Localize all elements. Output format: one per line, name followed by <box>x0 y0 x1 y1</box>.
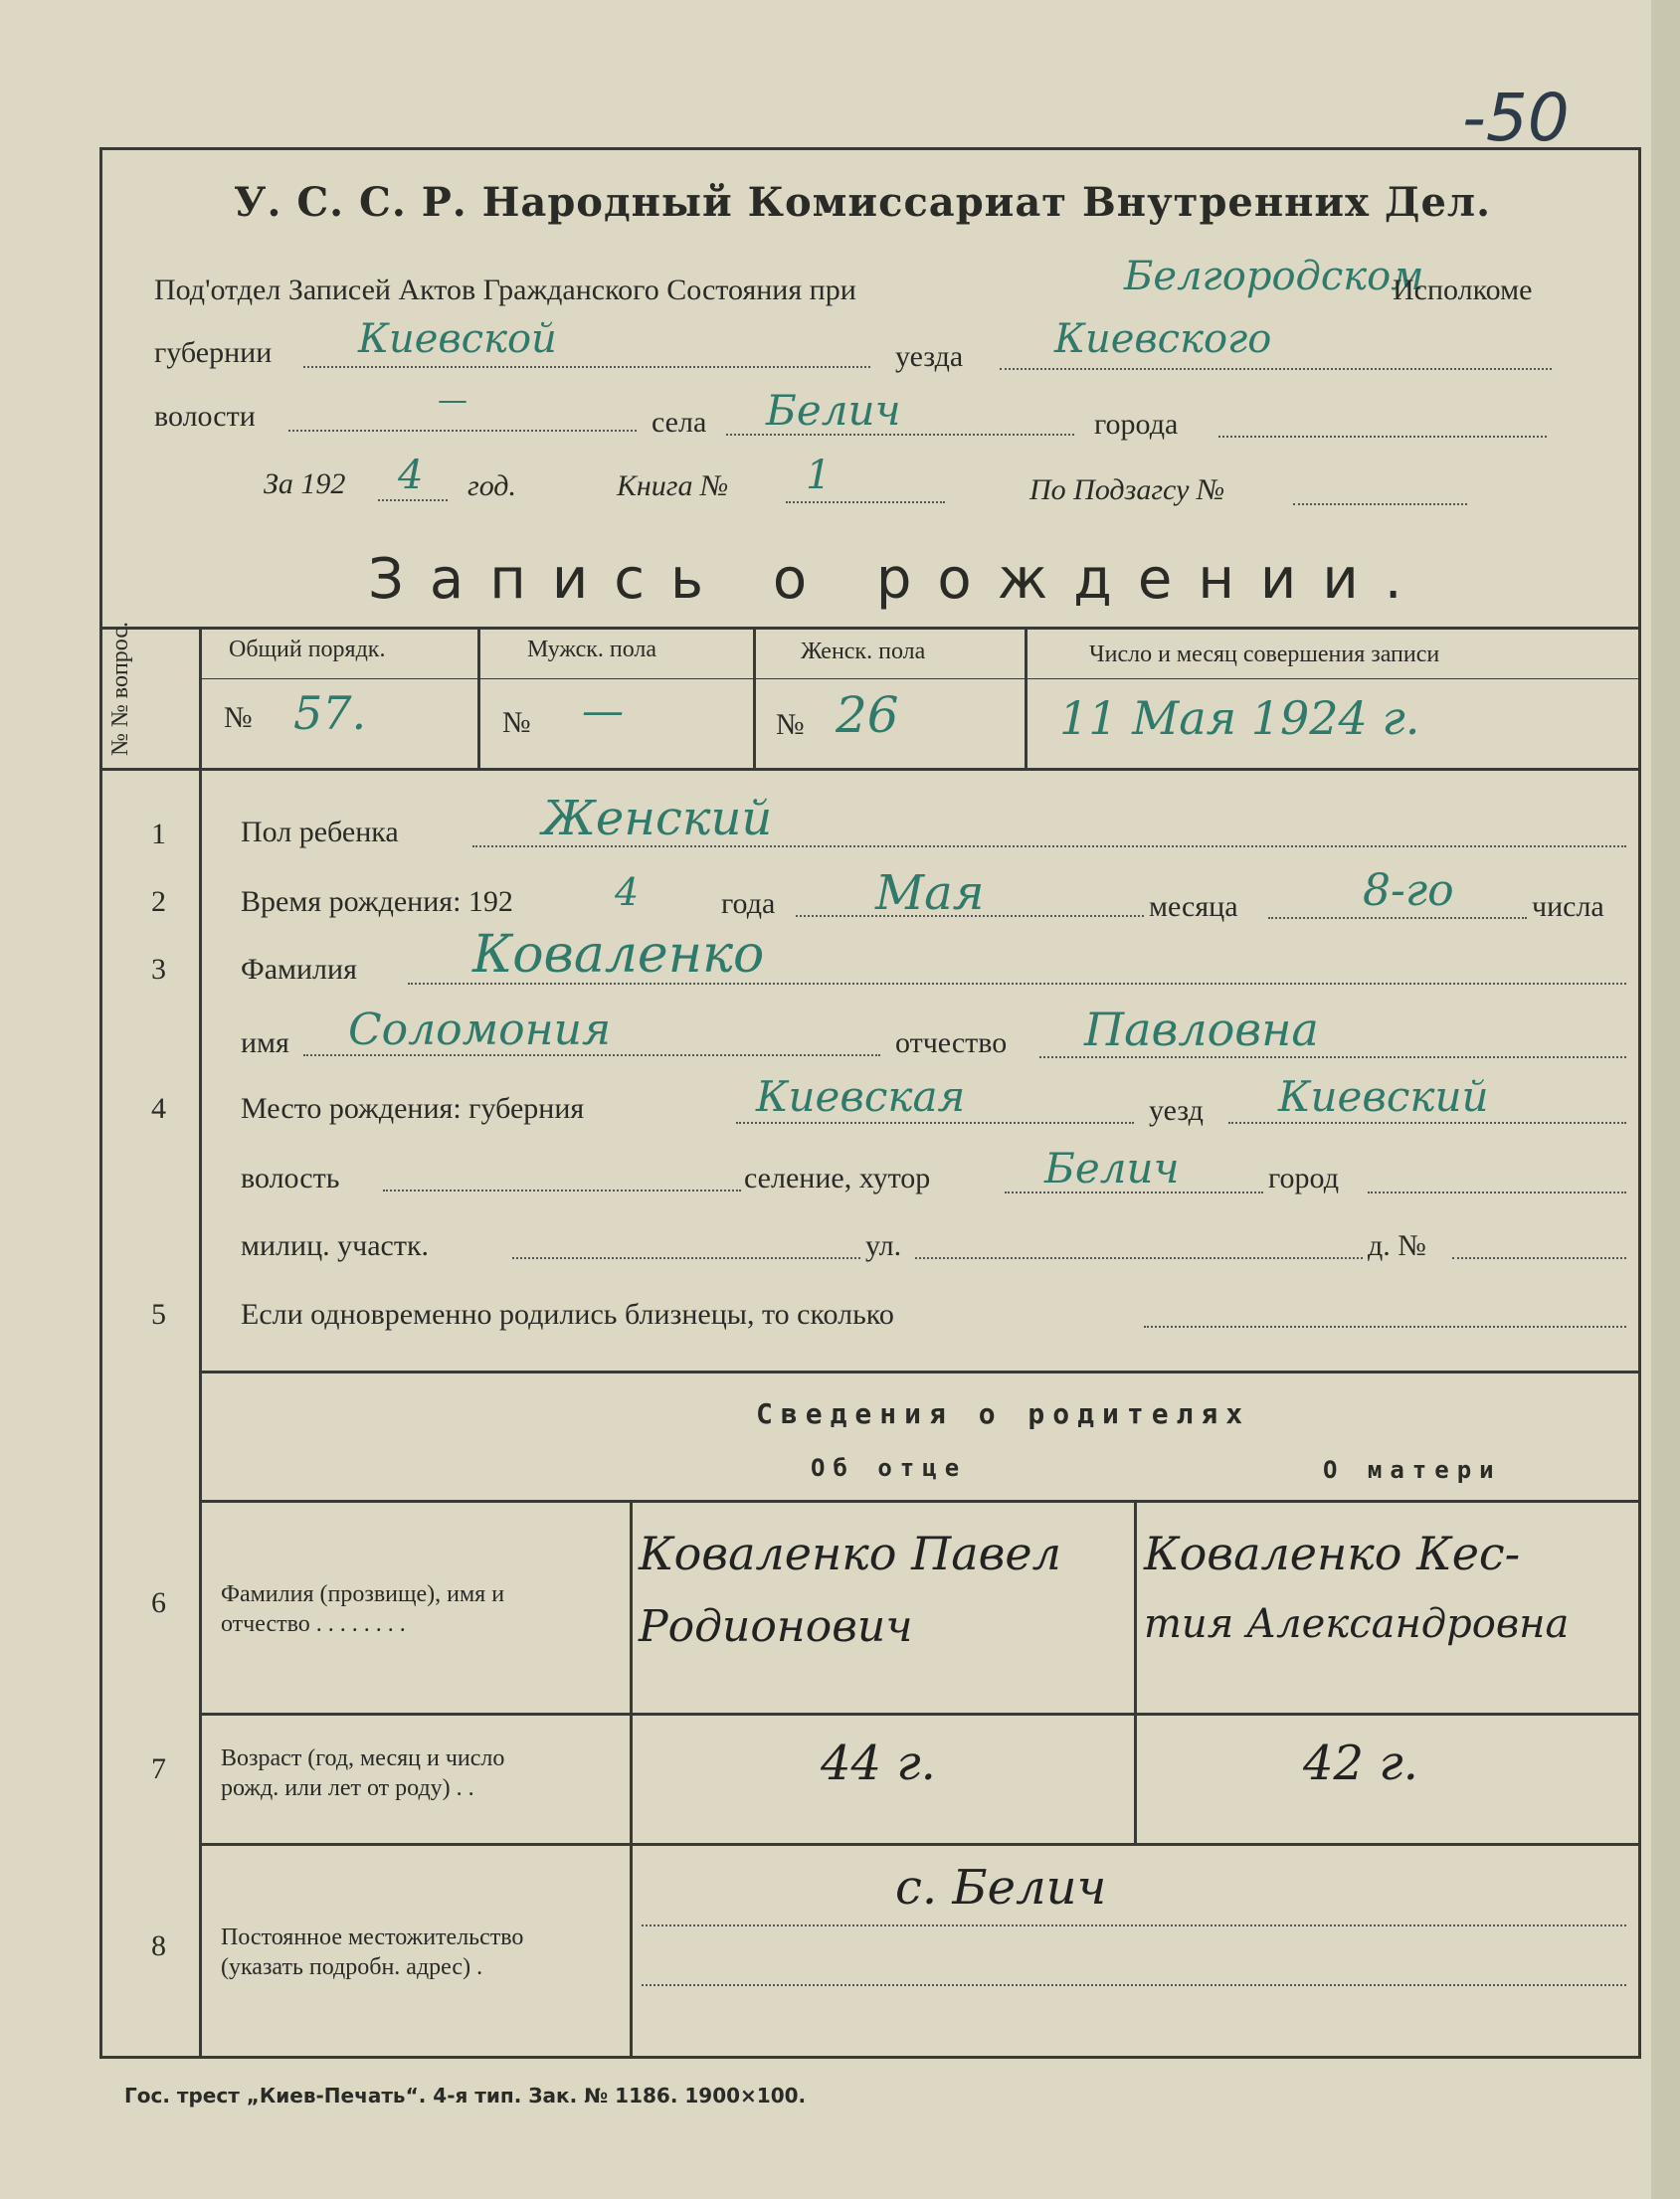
house-line <box>1452 1257 1626 1259</box>
volost-value: — <box>438 383 467 418</box>
form-title: У. С. С. Р. Народный Комиссариат Внутренних Дел. <box>234 179 1492 226</box>
month-word: месяца <box>1149 890 1238 923</box>
patronymic-line <box>1039 1056 1626 1058</box>
birth-uezd-label: уезд <box>1149 1094 1204 1127</box>
general-num-sign: № <box>224 701 253 734</box>
divider <box>199 1843 1641 1846</box>
militia-line <box>512 1257 860 1259</box>
subbook-label: По Подзагсу № <box>1029 473 1225 506</box>
year-value: 4 <box>398 453 424 498</box>
surname-label: Фамилия <box>241 953 357 986</box>
street-label: ул. <box>865 1229 902 1262</box>
residence-value: с. Белич <box>895 1860 1107 1916</box>
parent-name-label-2: отчество . . . . . . . . <box>221 1611 406 1637</box>
question-number: 1 <box>151 818 166 850</box>
divider <box>199 1713 1641 1716</box>
column-divider <box>1025 627 1027 768</box>
settlement-value: Белич <box>1044 1144 1180 1192</box>
residence-label-2: (указать подробн. адрес) . <box>221 1954 483 1980</box>
question-number: 2 <box>151 885 166 918</box>
birth-gubernia-value: Киевская <box>756 1072 966 1121</box>
selo-label: села <box>652 406 707 439</box>
book-label: Книга № <box>617 469 729 502</box>
child-sex-value: Женский <box>542 791 773 846</box>
volost-line <box>288 430 637 432</box>
parent-age-label-1: Возраст (год, месяц и число <box>221 1745 505 1771</box>
twins-label: Если одновременно родились близнецы, то сколько <box>241 1298 894 1331</box>
birth-uezd-line <box>1228 1122 1626 1124</box>
name-label: имя <box>241 1026 289 1059</box>
birth-volost-label: волость <box>241 1162 340 1194</box>
book-value: 1 <box>806 453 832 498</box>
gubernia-label: губернии <box>154 336 273 369</box>
name-value: Соломония <box>348 1005 612 1055</box>
gubernia-value: Киевской <box>358 316 557 362</box>
gorod-label: города <box>1094 408 1179 441</box>
birth-uezd-value: Киевский <box>1278 1072 1489 1121</box>
gorod-line <box>1218 436 1547 438</box>
father-name-line-2: Родионович <box>639 1601 913 1652</box>
birth-volost-line <box>383 1190 741 1191</box>
question-col-header: № № вопрос. <box>107 621 133 756</box>
twins-line <box>1144 1326 1626 1328</box>
year-word: года <box>721 887 776 920</box>
day-word: числа <box>1532 890 1604 923</box>
birth-city-line <box>1368 1191 1626 1193</box>
year-line <box>378 499 448 501</box>
male-value: — <box>582 686 624 735</box>
question-number: 6 <box>151 1586 166 1619</box>
record-title: Запись о рождении. <box>368 547 1428 612</box>
day-line <box>1268 917 1527 919</box>
year-label: За 192 <box>264 467 346 500</box>
selo-value: Белич <box>766 386 901 435</box>
divider <box>199 1371 1641 1374</box>
male-label: Мужск. пола <box>527 637 657 662</box>
record-date-value: 11 Мая 1924 г. <box>1059 691 1420 745</box>
surname-value: Коваленко <box>472 925 765 985</box>
birthplace-label: Место рождения: губерния <box>241 1092 585 1125</box>
subdept-label: Под'отдел Записей Актов Гражданского Состояния при <box>154 274 856 306</box>
residence-line <box>642 1984 1626 1986</box>
residence-line <box>642 1924 1626 1926</box>
divider <box>99 768 1641 771</box>
birth-time-label: Время рождения: 192 <box>241 885 513 918</box>
settlement-label: селение, хутор <box>744 1162 931 1194</box>
patronymic-label: отчество <box>895 1026 1008 1059</box>
column-divider <box>630 1500 633 2059</box>
mother-name-line-2: тия Александровна <box>1144 1601 1570 1647</box>
column-divider <box>1134 1500 1137 1843</box>
female-label: Женск. пола <box>801 639 926 664</box>
question-number: 4 <box>151 1092 166 1125</box>
subbook-line <box>1293 503 1467 505</box>
parents-title: Сведения о родителях <box>756 1397 1251 1430</box>
house-label: д. № <box>1368 1229 1426 1262</box>
question-number: 5 <box>151 1298 166 1331</box>
question-number: 8 <box>151 1929 166 1962</box>
divider <box>199 678 1641 679</box>
gubernia-line <box>303 366 870 368</box>
question-number: 7 <box>151 1752 166 1785</box>
father-name-line-1: Коваленко Павел <box>639 1527 1061 1580</box>
parent-name-label-1: Фамилия (прозвище), имя и <box>221 1581 505 1607</box>
question-number: 3 <box>151 953 166 986</box>
residence-label-1: Постоянное местожительство <box>221 1924 524 1950</box>
subdept-value: Белгородском <box>1124 254 1424 299</box>
general-label: Общий порядк. <box>229 637 386 662</box>
print-footer: Гос. трест „Киев-Печать“. 4-я тип. Зак. № 1186. 1900×100. <box>124 2084 807 2107</box>
subdept-suffix: Исполкоме <box>1393 274 1533 306</box>
divider <box>99 627 1641 630</box>
date-label: Число и месяц совершения записи <box>1089 641 1440 667</box>
mother-age-value: 42 г. <box>1303 1736 1418 1791</box>
column-divider <box>753 627 756 768</box>
mother-name-line-1: Коваленко Кес- <box>1144 1527 1521 1580</box>
page-number: -50 <box>1462 80 1570 156</box>
female-num-sign: № <box>776 708 805 741</box>
street-line <box>915 1257 1363 1259</box>
birth-gubernia-line <box>736 1122 1134 1124</box>
parent-age-label-2: рожд. или лет от роду) . . <box>221 1775 474 1801</box>
book-line <box>786 501 945 503</box>
mother-header: О матери <box>1323 1456 1502 1484</box>
uezd-line <box>1000 368 1552 370</box>
birth-month-value: Мая <box>875 865 985 921</box>
general-value: 57. <box>293 686 367 740</box>
patronymic-value: Павловна <box>1084 1003 1319 1056</box>
birth-city-label: город <box>1268 1162 1339 1194</box>
female-value: 26 <box>836 686 899 744</box>
uezd-value: Киевского <box>1054 316 1272 362</box>
father-header: Об отце <box>811 1454 968 1482</box>
birth-year-value: 4 <box>615 870 640 914</box>
year-suffix: год. <box>467 469 516 502</box>
father-age-value: 44 г. <box>821 1736 936 1791</box>
column-divider <box>477 627 480 768</box>
divider <box>199 1500 1641 1503</box>
child-sex-label: Пол ребенка <box>241 816 399 848</box>
uezd-label: уезда <box>895 340 964 373</box>
militia-label: милиц. участк. <box>241 1229 430 1262</box>
birth-day-value: 8-го <box>1363 865 1454 916</box>
volost-label: волости <box>154 400 256 433</box>
male-num-sign: № <box>502 706 531 739</box>
